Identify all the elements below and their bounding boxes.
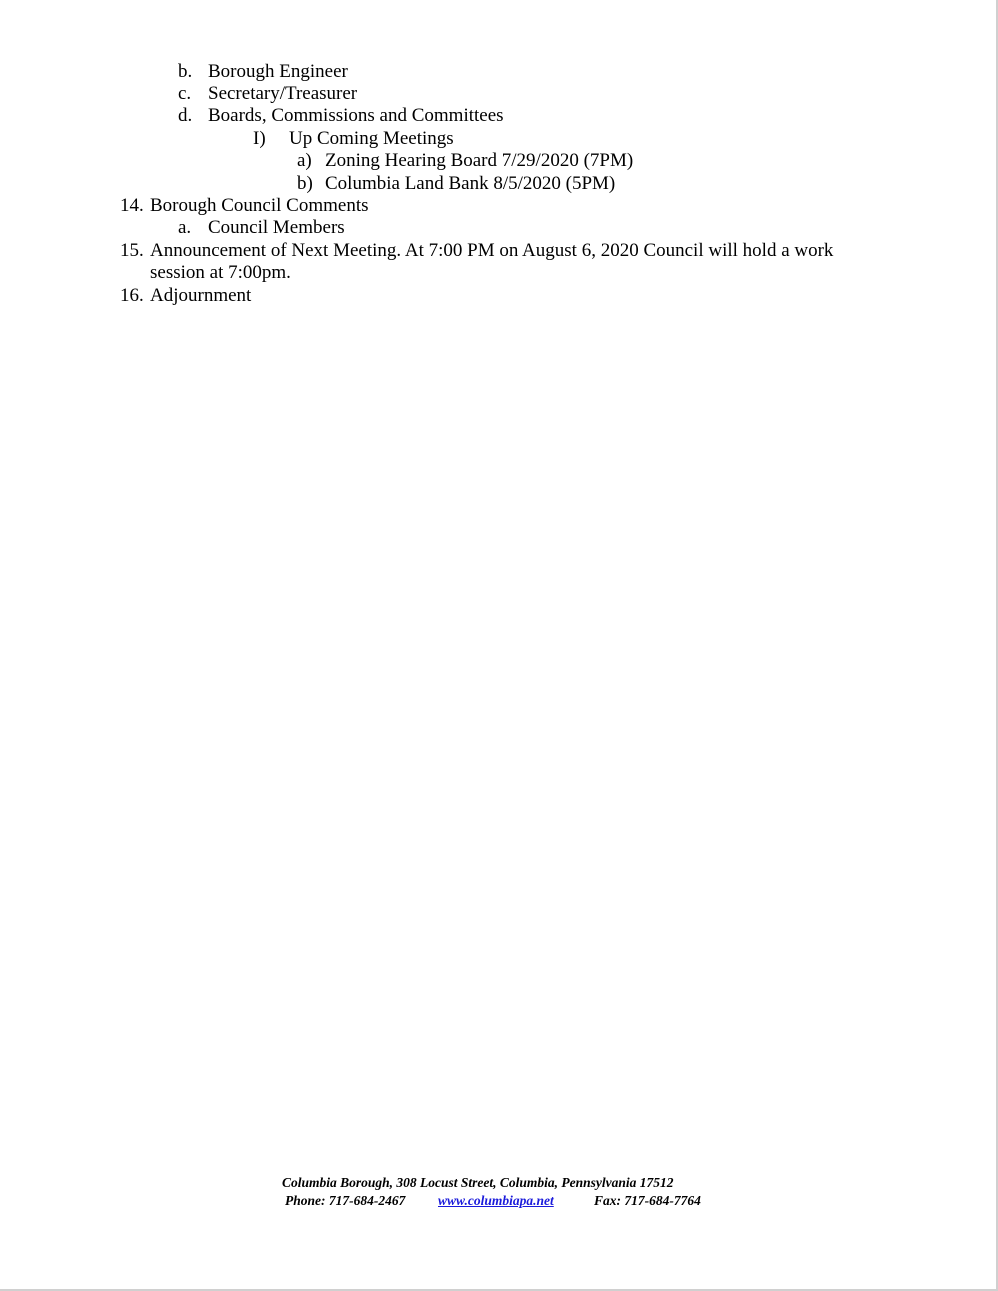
list-item-text: Adjournment bbox=[150, 285, 252, 306]
list-marker: a) bbox=[297, 150, 312, 171]
list-marker: I) bbox=[253, 128, 266, 149]
list-marker: a. bbox=[178, 217, 192, 238]
list-item-text: Up Coming Meetings bbox=[289, 128, 454, 149]
list-marker: b. bbox=[178, 61, 193, 82]
footer-contact-line bbox=[285, 1192, 715, 1209]
list-item-text: Boards, Commissions and Committees bbox=[208, 105, 504, 126]
list-item-text: session at 7:00pm. bbox=[150, 262, 291, 283]
list-marker: d. bbox=[178, 105, 193, 126]
list-marker: c. bbox=[178, 83, 192, 104]
list-marker: 14. bbox=[120, 195, 144, 216]
footer-address: Columbia Borough, 308 Locust Street, Columbia, Pennsylvania 17512 bbox=[282, 1175, 674, 1190]
list-item-text: Columbia Land Bank 8/5/2020 (5PM) bbox=[325, 173, 616, 194]
list-item-text: Secretary/Treasurer bbox=[208, 83, 358, 104]
list-item-text: Borough Engineer bbox=[208, 61, 348, 82]
list-item-text: Borough Council Comments bbox=[150, 195, 369, 216]
list-marker: b) bbox=[297, 173, 313, 194]
list-marker: 16. bbox=[120, 285, 144, 306]
footer-website-link[interactable]: www.columbiapa.net bbox=[438, 1193, 554, 1208]
list-marker: 15. bbox=[120, 240, 144, 261]
footer-fax: Fax: 717-684-7764 bbox=[594, 1193, 701, 1208]
list-item-text: Announcement of Next Meeting. At 7:00 PM on August 6, 2020 Council will hold a work bbox=[150, 240, 834, 261]
list-item-text: Council Members bbox=[208, 217, 345, 238]
footer-phone: Phone: 717-684-2467 bbox=[285, 1193, 406, 1208]
list-item-text: Zoning Hearing Board 7/29/2020 (7PM) bbox=[325, 150, 634, 171]
